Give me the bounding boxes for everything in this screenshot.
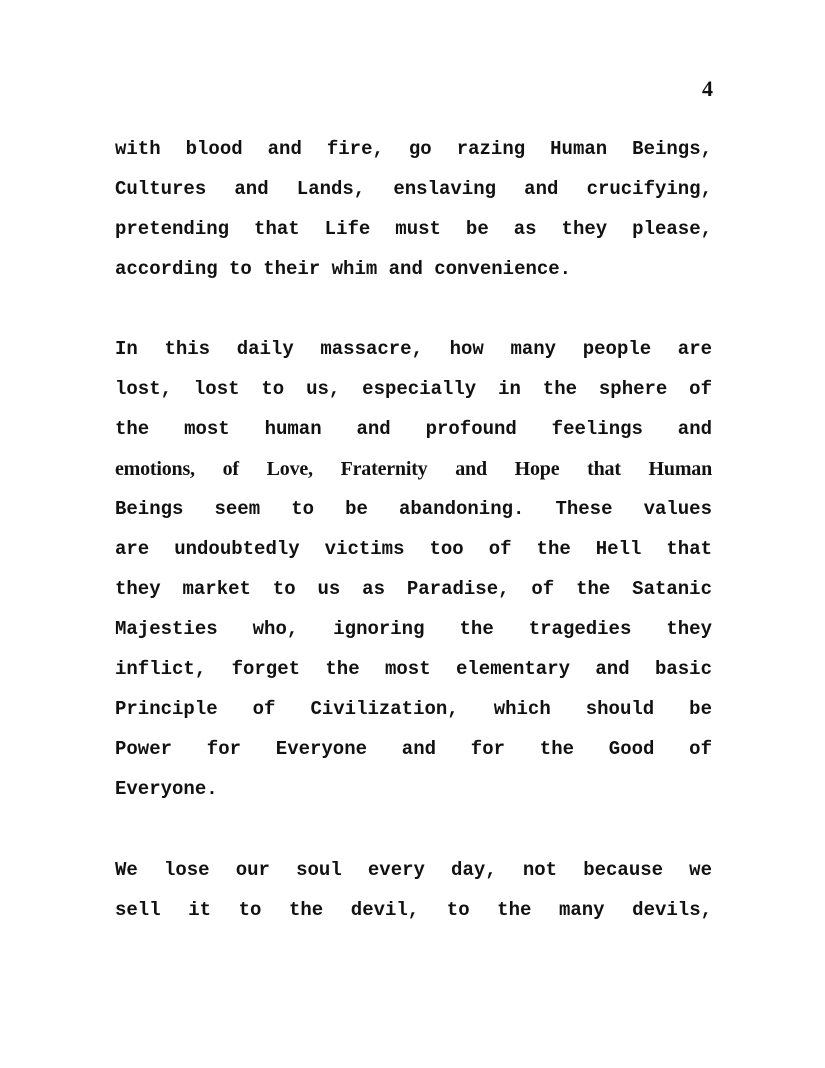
page-number: 4 [702,76,713,101]
text-line: emotions, of Love, Fraternity and Hope that Human [115,458,712,480]
paragraph-2 [115,329,712,809]
text-line: are undoubtedly victims too of the Hell that [115,538,712,560]
text-line: Power for Everyone and for the Good of [115,738,712,760]
text-line: Majesties who, ignoring the tragedies they [115,618,712,640]
text-line: We lose our soul every day, not because we [115,859,712,881]
text-line: lost, lost to us, especially in the sphere of [115,378,712,400]
text-line: Everyone. [115,778,218,800]
text-line: sell it to the devil, to the many devils, [115,899,712,921]
text-line: Principle of Civilization, which should be [115,698,712,720]
text-line: they market to us as Paradise, of the Satanic [115,578,712,600]
text-line: according to their whim and convenience. [115,258,572,280]
text-line: Beings seem to be abandoning. These values [115,498,712,520]
text-line: pretending that Life must be as they please, [115,218,712,240]
paragraph-3 [115,850,712,930]
text-line: In this daily massacre, how many people are [115,338,712,360]
text-line: the most human and profound feelings and [115,418,712,440]
text-line: Cultures and Lands, enslaving and crucifying, [115,178,712,200]
paragraph-1 [115,129,712,289]
text-line: inflict, forget the most elementary and basic [115,658,712,680]
text-line: with blood and fire, go razing Human Beings, [115,138,712,160]
